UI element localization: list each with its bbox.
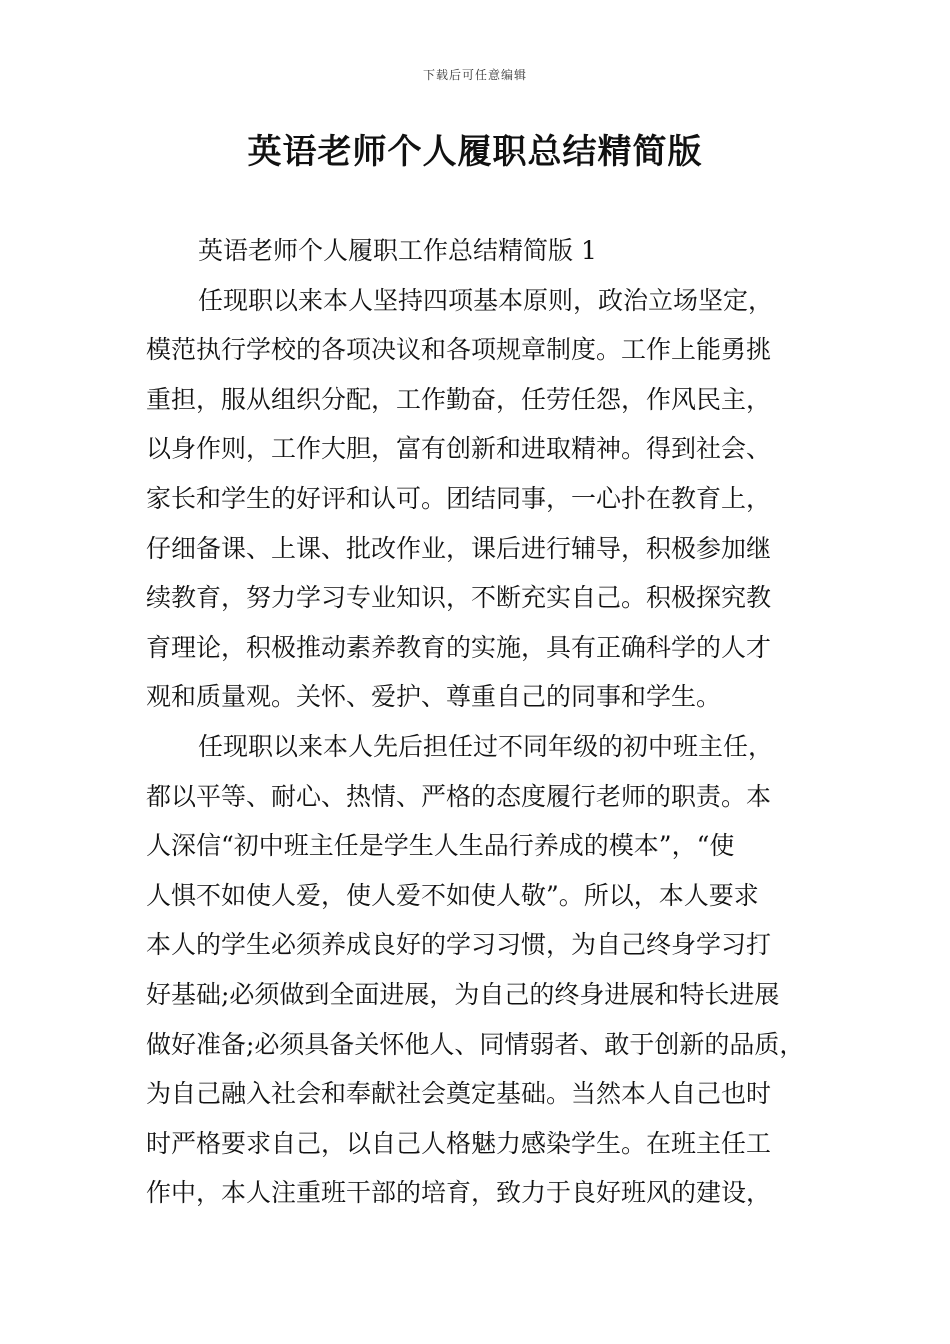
paragraph-line: 以身作则，工作大胆，富有创新和进取精神。得到社会、: [146, 434, 772, 464]
paragraph-line: 任现职以来本人坚持四项基本原则，政治立场坚定，: [198, 285, 774, 315]
paragraph-line: 育理论，积极推动素养教育的实施，具有正确科学的人才: [146, 632, 772, 662]
paragraph-line: 本人的学生必须养成良好的学习习惯，为自己终身学习打: [146, 930, 772, 960]
paragraph-line: 模范执行学校的各项决议和各项规章制度。工作上能勇挑: [146, 335, 772, 365]
paragraph-line: 重担，服从组织分配，工作勤奋，任劳任怨，作风民主，: [146, 384, 772, 414]
paragraph-line: 家长和学生的好评和认可。团结同事，一心扑在教育上，: [146, 483, 772, 513]
document-body: [146, 226, 806, 1218]
paragraph-line: 时严格要求自己，以自己人格魅力感染学生。在班主任工: [146, 1128, 772, 1158]
paragraph-line: 作中，本人注重班干部的培育，致力于良好班风的建设，: [146, 1178, 772, 1208]
paragraph-line: 仔细备课、上课、批改作业，课后进行辅导，积极参加继: [146, 533, 772, 563]
paragraph-line: 为自己融入社会和奉献社会奠定基础。当然本人自己也时: [146, 1079, 772, 1109]
paragraph-line: 做好准备;必须具备关怀他人、同情弱者、敢于创新的品质，: [146, 1029, 805, 1059]
header-note: 下载后可任意编辑: [422, 68, 527, 82]
paragraph-line: 好基础;必须做到全面进展，为自己的终身进展和特长进展: [146, 979, 780, 1009]
paragraph-1: [146, 276, 806, 722]
paragraph-line: 人惧不如使人爱，使人爱不如使人敬”。所以，本人要求: [146, 880, 759, 910]
section-subheading: 英语老师个人履职工作总结精简版 1: [198, 236, 597, 265]
paragraph-line: 人深信“初中班主任是学生人生品行养成的模本”，“使: [146, 831, 735, 861]
paragraph-line: 任现职以来本人先后担任过不同年级的初中班主任，: [198, 731, 774, 761]
document-title: 英语老师个人履职总结精简版: [247, 132, 703, 172]
paragraph-line: 续教育，努力学习专业知识，不断充实自己。积极探究教: [146, 583, 772, 613]
paragraph-line: 观和质量观。关怀、爱护、尊重自己的同事和学生。: [146, 682, 722, 712]
paragraph-line: 都以平等、耐心、热情、严格的态度履行老师的职责。本: [146, 781, 772, 811]
paragraph-2: [146, 722, 806, 1218]
